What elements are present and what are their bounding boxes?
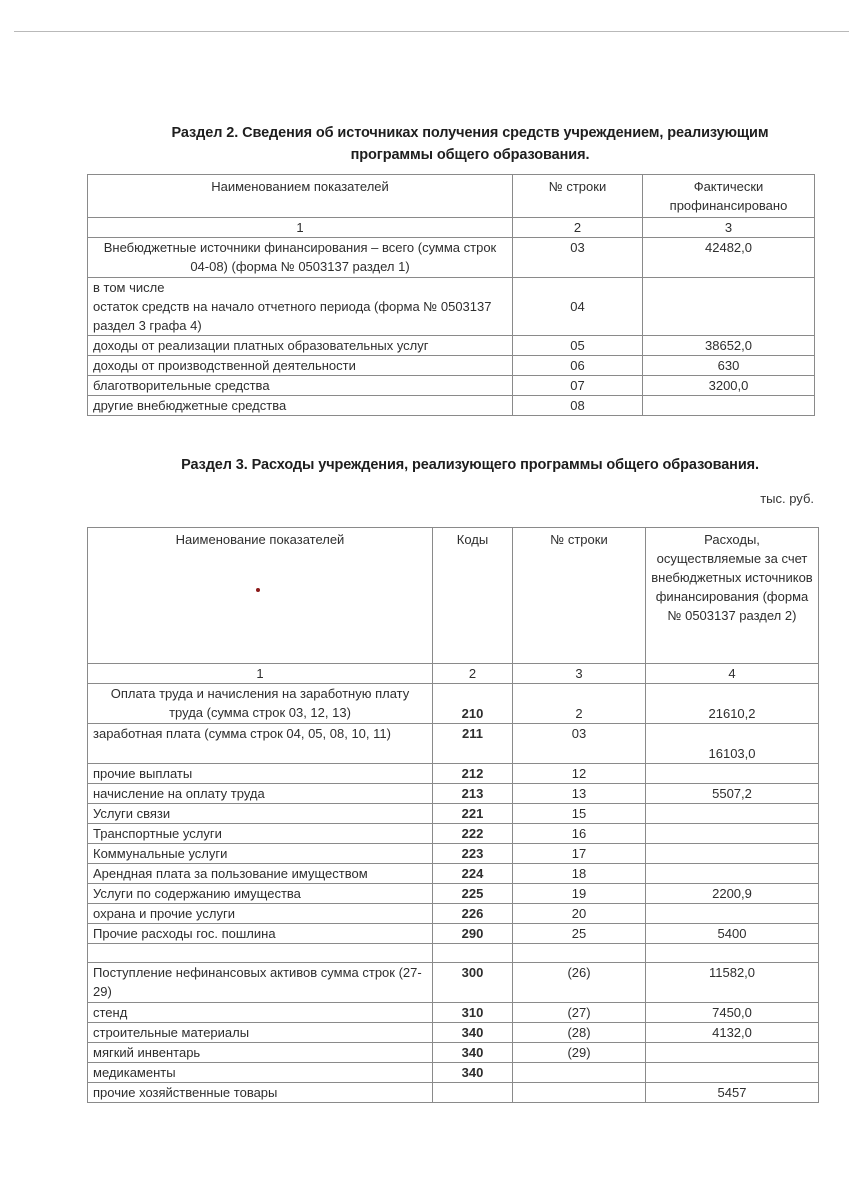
row-value: 5400: [646, 924, 819, 944]
table-row: [88, 724, 819, 764]
row-code: 340: [433, 1043, 513, 1063]
table-row: [88, 784, 819, 804]
row-code: 310: [433, 1003, 513, 1023]
row-value: [643, 396, 815, 416]
row-name: другие внебюджетные средства: [88, 396, 513, 416]
row-value: 4132,0: [646, 1023, 819, 1043]
table-row: [88, 824, 819, 844]
row-name: строительные материалы: [88, 1023, 433, 1043]
row-value: [646, 764, 819, 784]
section2-title: [120, 122, 820, 166]
section3-title: Раздел 3. Расходы учреждения, реализующего программы общего образования.: [181, 457, 759, 473]
column-number-row: [88, 218, 815, 238]
row-value: [646, 844, 819, 864]
table-row: [88, 684, 819, 724]
table-header-row: [88, 175, 815, 218]
row-name: доходы от реализации платных образовательных услуг: [88, 336, 513, 356]
row-line: 17: [513, 844, 646, 864]
row-value: [646, 824, 819, 844]
row-code: 224: [433, 864, 513, 884]
table-row: [88, 1043, 819, 1063]
row-name: охрана и прочие услуги: [88, 904, 433, 924]
row-value: [646, 1063, 819, 1083]
header-cell: Наименованием показателей: [88, 175, 513, 218]
row-line: 08: [513, 396, 643, 416]
row-line: [513, 1083, 646, 1103]
row-code: 340: [433, 1063, 513, 1083]
table-row: [88, 924, 819, 944]
row-value: 3200,0: [643, 376, 815, 396]
row-line: 13: [513, 784, 646, 804]
table-row: [88, 1083, 819, 1103]
row-line: 25: [513, 924, 646, 944]
row-line: 03: [513, 724, 646, 764]
table-row: [88, 238, 815, 278]
row-code: 222: [433, 824, 513, 844]
row-value: [646, 904, 819, 924]
row-code: 213: [433, 784, 513, 804]
row-line: 03: [513, 238, 643, 278]
row-code: 211: [433, 724, 513, 764]
page-top-rule: [14, 31, 849, 32]
row-name-text: остаток средств на начало отчетного периода (форма № 0503137 раздел 3 графа 4): [93, 299, 492, 333]
table-row-empty: [88, 944, 819, 963]
row-name: Арендная плата за пользование имуществом: [88, 864, 433, 884]
row-name: доходы от производственной деятельности: [88, 356, 513, 376]
row-name: Прочие расходы гос. пошлина: [88, 924, 433, 944]
row-line: 06: [513, 356, 643, 376]
col-number: 4: [646, 664, 819, 684]
row-code: 223: [433, 844, 513, 864]
table-row: [88, 376, 815, 396]
row-value: 5507,2: [646, 784, 819, 804]
header-cell: Наименование показателей: [88, 528, 433, 664]
row-line: 18: [513, 864, 646, 884]
table-row: [88, 804, 819, 824]
row-value: 42482,0: [643, 238, 815, 278]
row-code: 210: [433, 684, 513, 724]
table-row: [88, 1023, 819, 1043]
row-name: Коммунальные услуги: [88, 844, 433, 864]
row-name: мягкий инвентарь: [88, 1043, 433, 1063]
table-row: [88, 864, 819, 884]
row-name: Поступление нефинансовых активов сумма строк (27-29): [88, 963, 433, 1003]
col-number: 1: [88, 664, 433, 684]
row-name: благотворительные средства: [88, 376, 513, 396]
table-row: [88, 356, 815, 376]
row-name: стенд: [88, 1003, 433, 1023]
table-row: [88, 396, 815, 416]
row-name: медикаменты: [88, 1063, 433, 1083]
section2-title-line1: Раздел 2. Сведения об источниках получения средств учреждением, реализующим: [171, 125, 769, 141]
row-line: 07: [513, 376, 643, 396]
row-value: 21610,2: [646, 684, 819, 724]
row-line: 19: [513, 884, 646, 904]
row-value: [646, 864, 819, 884]
row-line: (26): [513, 963, 646, 1003]
col-number: 2: [433, 664, 513, 684]
units-label: тыс. руб.: [760, 491, 814, 506]
table-header-row: [88, 528, 819, 664]
row-value: 7450,0: [646, 1003, 819, 1023]
row-name: [88, 278, 513, 336]
row-code: 340: [433, 1023, 513, 1043]
row-value: 5457: [646, 1083, 819, 1103]
row-value: [643, 278, 815, 336]
row-code: 225: [433, 884, 513, 904]
section2-table: [87, 174, 815, 416]
header-cell: Коды: [433, 528, 513, 664]
row-value: 11582,0: [646, 963, 819, 1003]
row-code: 221: [433, 804, 513, 824]
row-name: Услуги по содержанию имущества: [88, 884, 433, 904]
row-line: 2: [513, 684, 646, 724]
row-line: 12: [513, 764, 646, 784]
row-value: [646, 804, 819, 824]
row-name: [88, 944, 433, 963]
row-code: 290: [433, 924, 513, 944]
row-name: прочие выплаты: [88, 764, 433, 784]
row-name-prefix: в том числе: [93, 280, 165, 295]
header-cell: № строки: [513, 175, 643, 218]
row-line: 16: [513, 824, 646, 844]
row-value: [646, 1043, 819, 1063]
table-row: [88, 844, 819, 864]
section2-title-line2: программы общего образования.: [350, 147, 590, 163]
table-row: [88, 904, 819, 924]
row-value: 16103,0: [646, 724, 819, 764]
row-line: [513, 1063, 646, 1083]
table-row: [88, 1063, 819, 1083]
row-value: [646, 944, 819, 963]
table-row: [88, 1003, 819, 1023]
table-row: [88, 884, 819, 904]
table-row: [88, 963, 819, 1003]
header-cell: Расходы, осуществляемые за счет внебюджетных источников финансирования (форма № 0503137 раздел 2): [646, 528, 819, 664]
row-line: 05: [513, 336, 643, 356]
col-number: 3: [643, 218, 815, 238]
row-value: 38652,0: [643, 336, 815, 356]
row-name: заработная плата (сумма строк 04, 05, 08, 10, 11): [88, 724, 433, 764]
col-number: 1: [88, 218, 513, 238]
row-code: 300: [433, 963, 513, 1003]
section3-table: [87, 527, 819, 1103]
col-number: 2: [513, 218, 643, 238]
row-name: Оплата труда и начисления на заработную плату труда (сумма строк 03, 12, 13): [88, 684, 433, 724]
row-name: Услуги связи: [88, 804, 433, 824]
row-line: (27): [513, 1003, 646, 1023]
row-line: 20: [513, 904, 646, 924]
row-value: 630: [643, 356, 815, 376]
row-line: 15: [513, 804, 646, 824]
row-name: начисление на оплату труда: [88, 784, 433, 804]
col-number: 3: [513, 664, 646, 684]
row-line: [513, 944, 646, 963]
row-code: [433, 944, 513, 963]
table-row: [88, 336, 815, 356]
header-cell: Фактически профинансировано: [643, 175, 815, 218]
table-row: [88, 278, 815, 336]
row-code: [433, 1083, 513, 1103]
row-code: 212: [433, 764, 513, 784]
row-name: Внебюджетные источники финансирования – всего (сумма строк 04-08) (форма № 0503137 раздел 1): [88, 238, 513, 278]
header-cell: № строки: [513, 528, 646, 664]
row-value: 2200,9: [646, 884, 819, 904]
row-code: 226: [433, 904, 513, 924]
row-line: (28): [513, 1023, 646, 1043]
row-name: Транспортные услуги: [88, 824, 433, 844]
column-number-row: [88, 664, 819, 684]
row-line: 04: [513, 278, 643, 336]
table-row: [88, 764, 819, 784]
row-line: (29): [513, 1043, 646, 1063]
ink-dot-mark: [256, 588, 260, 592]
row-name: прочие хозяйственные товары: [88, 1083, 433, 1103]
